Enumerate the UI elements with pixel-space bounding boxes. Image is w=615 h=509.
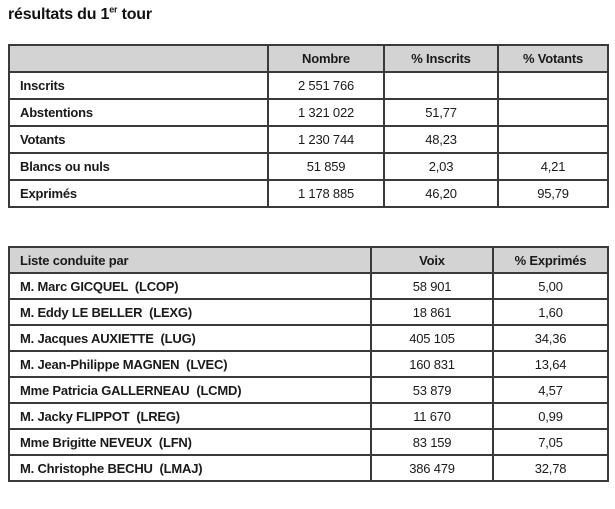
candidate-name: M. Christophe BECHU (LMAJ) — [9, 455, 371, 481]
cell-pct-inscrits — [384, 72, 498, 99]
cell-pct-exprimes: 4,57 — [493, 377, 608, 403]
candidate-name: M. Jacques AUXIETTE (LUG) — [9, 325, 371, 351]
column-header-pct-inscrits: % Inscrits — [384, 45, 498, 72]
column-header-pct-exprimes: % Exprimés — [493, 247, 608, 273]
cell-nombre: 1 178 885 — [268, 180, 384, 207]
cell-nombre: 51 859 — [268, 153, 384, 180]
cell-pct-votants — [498, 99, 608, 126]
cell-pct-exprimes: 13,64 — [493, 351, 608, 377]
table-row — [9, 153, 608, 180]
table-row — [9, 325, 608, 351]
cell-voix: 160 831 — [371, 351, 493, 377]
cell-nombre: 2 551 766 — [268, 72, 384, 99]
cell-voix: 53 879 — [371, 377, 493, 403]
cell-pct-exprimes: 7,05 — [493, 429, 608, 455]
cell-voix: 83 159 — [371, 429, 493, 455]
cell-voix: 58 901 — [371, 273, 493, 299]
summary-table — [8, 44, 609, 208]
cell-pct-exprimes: 5,00 — [493, 273, 608, 299]
cell-pct-inscrits: 48,23 — [384, 126, 498, 153]
cell-pct-inscrits: 51,77 — [384, 99, 498, 126]
cell-pct-votants: 95,79 — [498, 180, 608, 207]
table-row — [9, 403, 608, 429]
candidate-name: M. Eddy LE BELLER (LEXG) — [9, 299, 371, 325]
row-label: Exprimés — [9, 180, 268, 207]
page-title-superscript: er — [109, 4, 118, 15]
candidate-name: Mme Brigitte NEVEUX (LFN) — [9, 429, 371, 455]
row-label: Inscrits — [9, 72, 268, 99]
table-row — [9, 455, 608, 481]
table-row — [9, 377, 608, 403]
candidates-table — [8, 246, 609, 482]
cell-pct-exprimes: 32,78 — [493, 455, 608, 481]
candidate-name: M. Jacky FLIPPOT (LREG) — [9, 403, 371, 429]
column-header-nombre: Nombre — [268, 45, 384, 72]
table-row — [9, 273, 608, 299]
page-title — [8, 6, 152, 24]
table-row — [9, 429, 608, 455]
table-row — [9, 351, 608, 377]
column-header-pct-votants: % Votants — [498, 45, 608, 72]
table-row — [9, 180, 608, 207]
cell-voix: 405 105 — [371, 325, 493, 351]
cell-nombre: 1 230 744 — [268, 126, 384, 153]
page-title-suffix: tour — [117, 6, 152, 23]
cell-pct-inscrits: 2,03 — [384, 153, 498, 180]
cell-voix: 386 479 — [371, 455, 493, 481]
row-label: Blancs ou nuls — [9, 153, 268, 180]
candidates-header-row — [9, 247, 608, 273]
cell-pct-inscrits: 46,20 — [384, 180, 498, 207]
candidate-name: Mme Patricia GALLERNEAU (LCMD) — [9, 377, 371, 403]
row-label: Abstentions — [9, 99, 268, 126]
cell-pct-exprimes: 0,99 — [493, 403, 608, 429]
cell-pct-exprimes: 1,60 — [493, 299, 608, 325]
page-title-text: résultats du 1 — [8, 6, 110, 23]
table-row — [9, 126, 608, 153]
cell-nombre: 1 321 022 — [268, 99, 384, 126]
cell-voix: 18 861 — [371, 299, 493, 325]
cell-pct-votants — [498, 126, 608, 153]
column-header-liste: Liste conduite par — [9, 247, 371, 273]
table-row — [9, 299, 608, 325]
cell-pct-votants: 4,21 — [498, 153, 608, 180]
summary-header-row — [9, 45, 608, 72]
column-header-empty — [9, 45, 268, 72]
cell-pct-exprimes: 34,36 — [493, 325, 608, 351]
candidate-name: M. Jean-Philippe MAGNEN (LVEC) — [9, 351, 371, 377]
cell-pct-votants — [498, 72, 608, 99]
cell-voix: 11 670 — [371, 403, 493, 429]
table-row — [9, 99, 608, 126]
column-header-voix: Voix — [371, 247, 493, 273]
row-label: Votants — [9, 126, 268, 153]
table-row — [9, 72, 608, 99]
candidate-name: M. Marc GICQUEL (LCOP) — [9, 273, 371, 299]
